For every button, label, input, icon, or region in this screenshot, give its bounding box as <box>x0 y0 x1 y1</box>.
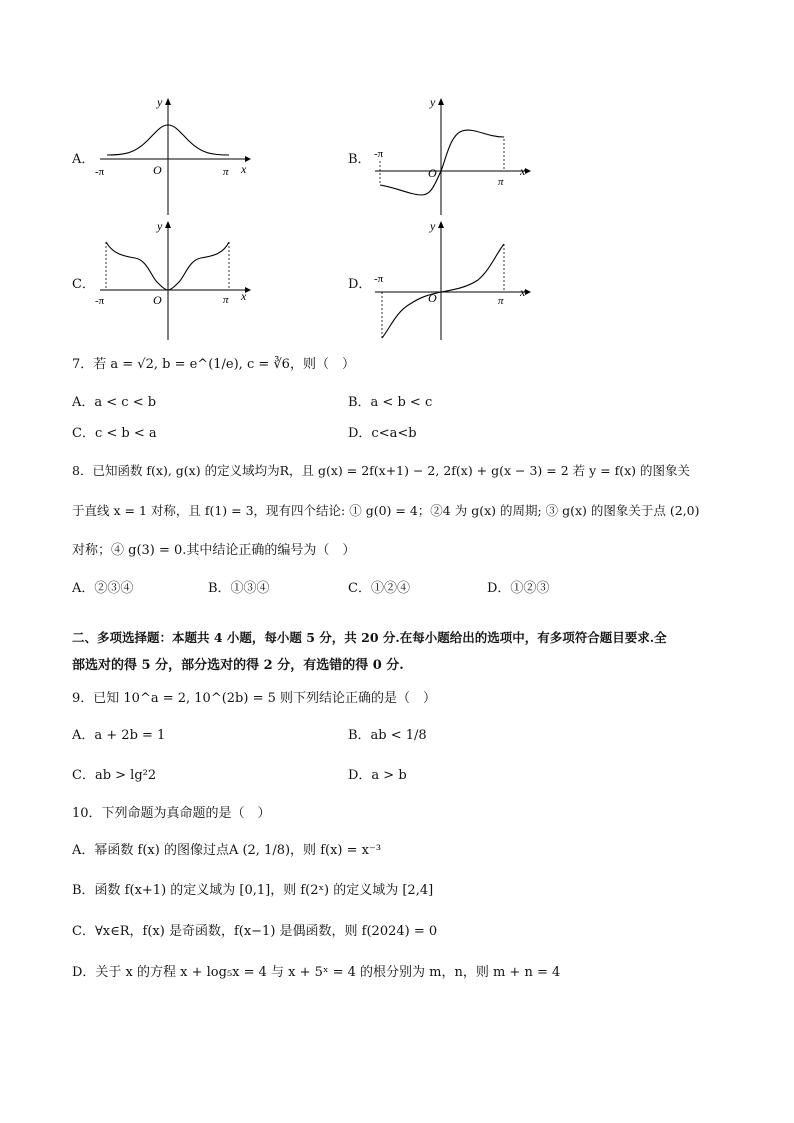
graph-a-y: y <box>157 95 163 109</box>
q10-stem: 10．下列命题为真命题的是（ ） <box>72 806 271 821</box>
q9-option-a: A．a + 2b = 1 <box>72 728 166 743</box>
q9-option-d: D．a > b <box>348 768 407 783</box>
q10-option-b: B．函数 f(x+1) 的定义域为 [0,1]，则 f(2ˣ) 的定义域为 [2,4] <box>72 883 434 898</box>
option-d-label: D． <box>348 277 372 292</box>
option-b-label: B． <box>348 152 371 167</box>
graph-c <box>95 218 255 343</box>
graph-d-neg-pi: -π <box>374 273 384 285</box>
q10-option-c: C．∀x∈R，f(x) 是奇函数，f(x−1) 是偶函数，则 f(2024) = 0 <box>72 924 438 939</box>
q7-option-c: C．c < b < a <box>72 426 157 441</box>
section2-line2: 部选对的得 5 分，部分选对的得 2 分，有选错的得 0 分. <box>72 658 404 673</box>
q8-line3: 对称；④ g(3) = 0.其中结论正确的编号为（ ） <box>72 543 356 558</box>
q10-option-d: D．关于 x 的方程 x + log₅x = 4 与 x + 5ˣ = 4 的根分别为 m，n，则 m + n = 4 <box>72 965 561 980</box>
q9-stem: 9．已知 10^a = 2, 10^(2b) = 5 则下列结论正确的是（ ） <box>72 691 437 706</box>
q9-option-b: B．ab < 1/8 <box>348 728 427 743</box>
graph-a <box>95 95 255 215</box>
q8-line2: 于直线 x = 1 对称，且 f(1) = 3，现有四个结论: ① g(0) = 4；②4 为 g(x) 的周期; ③ g(x) 的图象关于点 (2,0) <box>72 503 700 518</box>
graph-b-y: y <box>430 95 436 109</box>
q7-option-d: D．c<a<b <box>348 426 417 441</box>
graph-b-neg-pi: -π <box>374 148 384 160</box>
graph-c-pi: π <box>223 294 229 306</box>
q7-option-a: A．a < c < b <box>72 395 157 410</box>
graph-c-x: x <box>241 289 247 303</box>
q8-option-c: C．①②④ <box>348 581 410 596</box>
q8-option-a: A．②③④ <box>72 581 134 596</box>
q8-option-d: D．①②③ <box>487 581 550 596</box>
q8-line1: 8．已知函数 f(x), g(x) 的定义域均为R，且 g(x) = 2f(x+1) − 2, 2f(x) + g(x − 3) = 2 若 y = f(x) 的图象关 <box>72 463 691 478</box>
q8-option-b: B．①③④ <box>208 581 270 596</box>
graph-a-pi: π <box>223 166 229 178</box>
option-a-label: A． <box>72 152 95 167</box>
graph-b <box>370 95 535 217</box>
graph-c-origin: O <box>153 293 162 307</box>
q7-stem: 7．若 a = √2, b = e^(1/e), c = ∛6，则（ ） <box>72 357 355 372</box>
option-c-label: C． <box>72 277 95 292</box>
graph-d-origin: O <box>428 291 437 305</box>
graph-d <box>370 218 535 343</box>
q7-option-b: B．a < b < c <box>348 395 433 410</box>
graph-b-origin: O <box>428 166 437 180</box>
graph-a-neg-pi: -π <box>95 166 105 178</box>
graph-d-y: y <box>430 219 436 233</box>
q9-option-c: C．ab > lg²2 <box>72 768 157 783</box>
graph-a-x: x <box>241 162 247 176</box>
graph-a-origin: O <box>153 163 162 177</box>
section2-line1: 二、多项选择题：本题共 4 小题，每小题 5 分，共 20 分.在每小题给出的选项中，有多项符合题目要求.全 <box>72 630 667 645</box>
graph-b-pi: π <box>498 176 504 188</box>
graph-c-y: y <box>157 219 163 233</box>
graph-b-x: x <box>520 164 526 178</box>
q10-option-a: A．幂函数 f(x) 的图像过点A (2, 1/8)，则 f(x) = x⁻³ <box>72 843 382 858</box>
graph-d-pi: π <box>498 295 504 307</box>
graph-c-neg-pi: -π <box>95 295 105 307</box>
graph-d-x: x <box>520 285 526 299</box>
